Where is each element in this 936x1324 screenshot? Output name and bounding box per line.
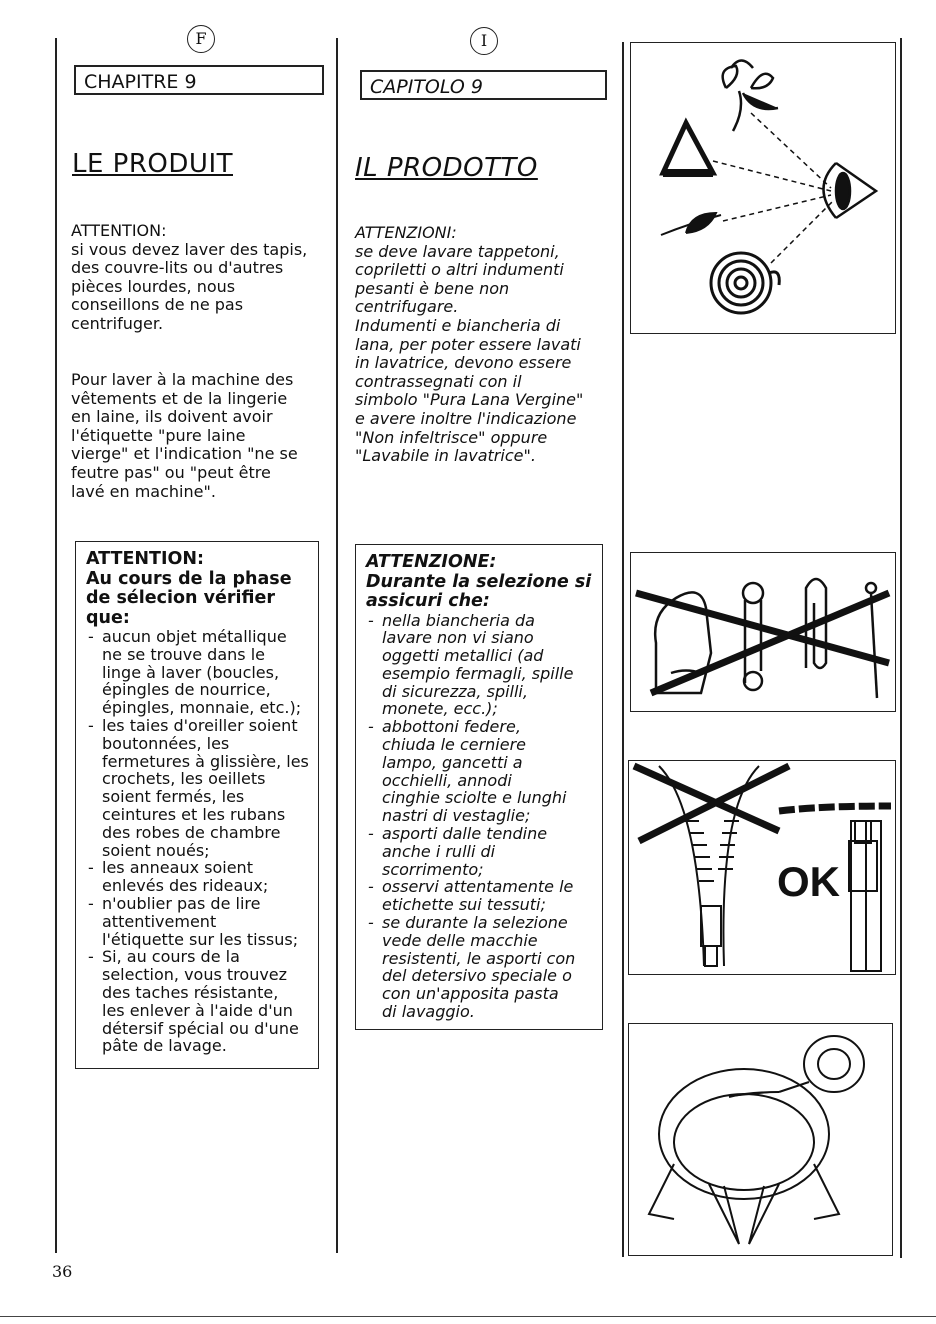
list-item: - n'oublier pas de lire attentivement l'étiquette sur les tissus; (86, 895, 312, 948)
french-title: LE PRODUIT (72, 149, 233, 179)
page-number: 36 (52, 1262, 73, 1281)
french-box-subheading: Au cours de la phase de sélecion vérifier que: (86, 568, 292, 628)
french-language-mark: F (187, 25, 215, 53)
list-item: - aucun objet métallique ne se trouve dans le linge à laver (boucles, épingles de nourrice, épingles, monnaie, etc.); (86, 628, 312, 717)
italian-paragraph: ATTENZIONI: se deve lavare tappetoni, copriletti o altri indumenti pesanti è bene non centrifugare. Indumenti e biancheria di lana, per poter essere lavati in lavatrice, devono essere contrassegnati con il simbolo "Pura Lana Vergine" e avere inoltre l'indicazione "Non infeltrisce" oppure "Lavabile in lavatrice". (355, 223, 584, 466)
italian-chapter-heading: CAPITOLO 9 (360, 70, 607, 100)
page-bottom-rule (0, 1316, 936, 1317)
sight-lines (713, 113, 833, 263)
column-divider-middle (336, 38, 338, 1253)
list-item: - Si, au cours de la selection, vous trouvez des taches résistante, les enlever à l'aide d'un détersif spécial ou d'une pâte de lavage. (86, 948, 312, 1055)
list-item: - abbottoni federe, chiuda le cerniere lampo, gancetti a occhielli, annodi cinghie sciolte e lunghi nastri di vestaglie; (366, 718, 596, 825)
italian-title: IL PRODOTTO (355, 153, 538, 183)
detergent-bottle-icon (729, 1036, 864, 1097)
list-item: - se durante la selezione vede delle macchie resistenti, le asporti con del detersivo speciale o con un'apposita pasta di lavaggio. (366, 914, 596, 1021)
list-item: - osservi attentamente le etichette sui tessuti; (366, 878, 596, 914)
italian-box-heading: ATTENZIONE: (366, 552, 497, 572)
italian-box-subheading: Durante la selezione si assicuri che: (366, 571, 592, 611)
figure-zippers (628, 760, 896, 975)
figure-metal-objects-crossed (630, 552, 896, 712)
italian-checklist (366, 612, 596, 1021)
french-checklist (86, 628, 312, 1055)
cross-mark (634, 766, 789, 841)
wool-ball-icon (711, 253, 779, 313)
list-item: - les anneaux soient enlevés des rideaux; (86, 859, 312, 895)
list-item: - les taies d'oreiller soient boutonnées, les fermetures à glissière, les crochets, les oeillets soient fermés, les ceintures et les rubans des robes de chambre soient noués; (86, 717, 312, 859)
figure-collar-stain (628, 1023, 893, 1256)
italian-attention-box (355, 544, 603, 1030)
french-attention-box (75, 541, 319, 1069)
french-paragraph-wool: Pour laver à la machine des vêtements et de la lingerie en laine, ils doivent avoir l'étiquette "pure laine vierge" et l'indication "ne se feutre pas" ou "peut être lavé en machine". (71, 370, 298, 501)
column-divider-right (622, 42, 624, 1257)
figure-care-symbols (630, 42, 896, 334)
list-item: - nella biancheria da lavare non vi siano oggetti metallici (ad esempio fermagli, spille di sicurezza, spilli, monete, ecc.); (366, 612, 596, 719)
french-paragraph-attention: ATTENTION: si vous devez laver des tapis, des couvre-lits ou d'autres pièces lourdes, nous conseillons de ne pas centrifuger. (71, 221, 308, 333)
french-chapter-heading: CHAPITRE 9 (74, 65, 324, 95)
italian-language-mark: I (470, 27, 498, 55)
column-divider-left (55, 38, 57, 1253)
triangle-symbol-icon (663, 123, 713, 177)
feather-icon (661, 213, 721, 235)
list-item: - asporti dalle tendine anche i rulli di scorrimento; (366, 825, 596, 878)
eye-icon (824, 163, 877, 218)
closed-zipper-icon (849, 821, 881, 971)
ok-label: OK (777, 858, 840, 905)
french-box-heading: ATTENTION: (86, 549, 205, 569)
cotton-flower-icon (723, 61, 778, 132)
safety-pin-icon (743, 583, 763, 690)
column-divider-far-right (900, 38, 902, 1258)
